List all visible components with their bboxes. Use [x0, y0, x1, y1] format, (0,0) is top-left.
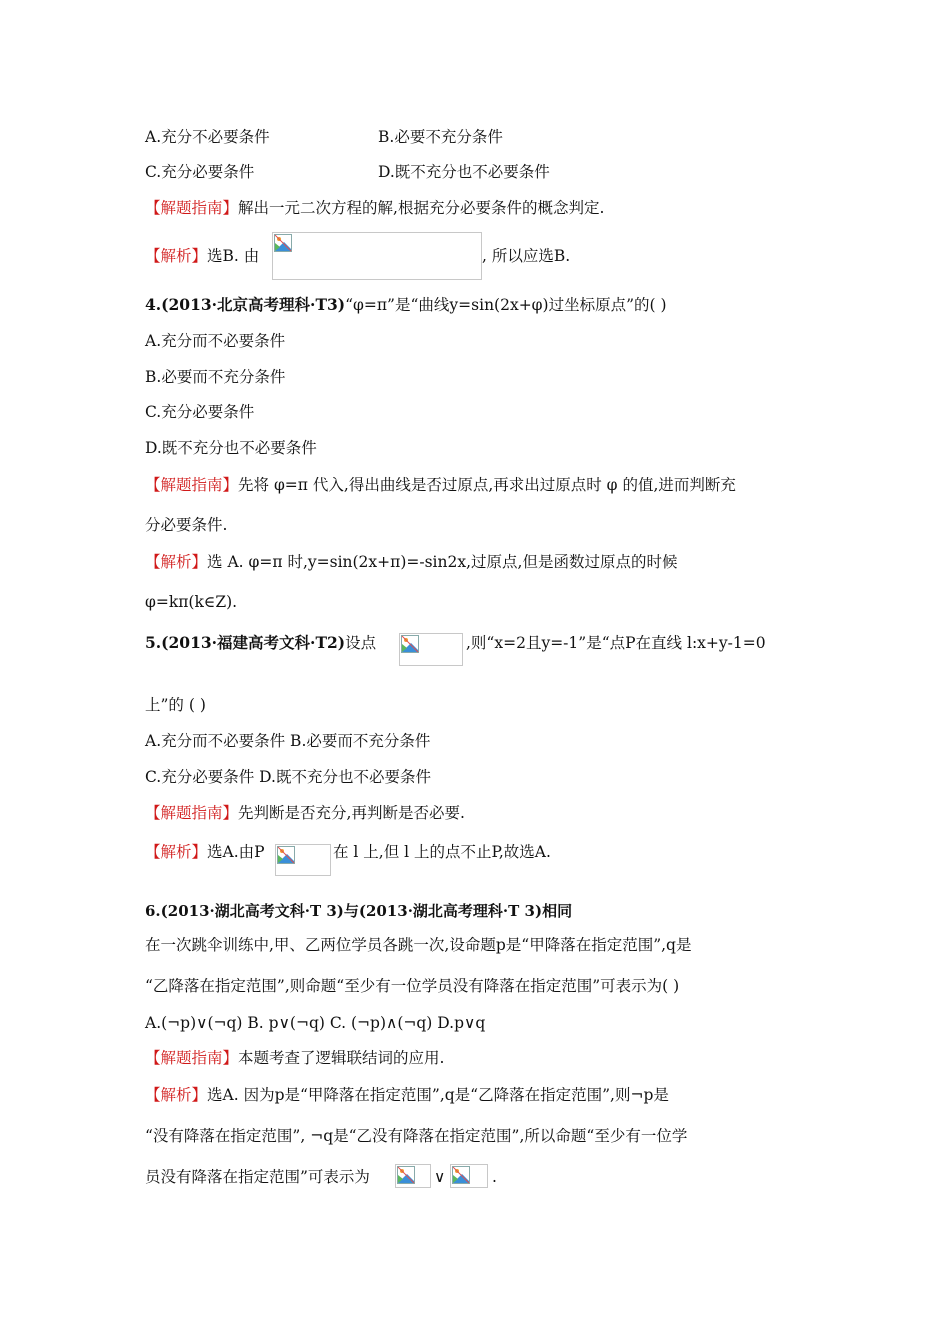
q3-answer: [145, 245, 259, 267]
answer-tag: 【解析】: [145, 553, 208, 571]
guide-text: 先判断是否充分,再判断是否必要.: [238, 804, 465, 822]
answer-text: 选B. 由: [207, 247, 260, 265]
guide-text: 先将 φ=π 代入,得出曲线是否过原点,再求出过原点时 φ 的值,进而判断充: [238, 476, 736, 494]
q6-options: A.(¬p)∨(¬q) B. p∨(¬q) C. (¬p)∧(¬q) D.p∨q: [145, 1014, 486, 1032]
q4-stem-text: “φ=π”是“曲线y=sin(2x+φ)过坐标原点”的( ): [345, 296, 667, 314]
point-image-placeholder: [399, 633, 463, 666]
q6-answer-line3: 员没有降落在指定范围”可表示为: [145, 1168, 370, 1186]
q4-answer-line2: φ=kπ(k∈Z).: [145, 593, 238, 611]
guide-tag: 【解题指南】: [145, 804, 239, 822]
broken-image-icon: [401, 635, 419, 653]
q4-answer: [145, 551, 677, 573]
q4-source: 4.(2013·北京高考理科·T3): [145, 295, 346, 314]
q5-source: 5.(2013·福建高考文科·T2): [145, 633, 346, 652]
q3-option-c: C.充分必要条件: [145, 163, 255, 181]
q6-answer-end: .: [492, 1168, 497, 1186]
q4-guide-line2: 分必要条件.: [145, 516, 228, 534]
answer-tag: 【解析】: [145, 843, 208, 861]
q4-option-c: C.充分必要条件: [145, 403, 255, 421]
q3-option-a: A.充分不必要条件: [145, 128, 270, 146]
guide-tag: 【解题指南】: [145, 476, 239, 494]
q3-option-d: D.既不充分也不必要条件: [378, 163, 550, 181]
answer-tag: 【解析】: [145, 1086, 208, 1104]
formula-image-placeholder: [272, 232, 482, 280]
broken-image-icon: [452, 1166, 470, 1184]
q5-stem-post: ,则“x=2且y=-1”是“点P在直线 l:x+y-1=0: [466, 634, 766, 652]
q3-option-b: B.必要不充分条件: [378, 128, 503, 146]
q5-stem-pre: 设点: [345, 634, 377, 652]
q5-options-line2: C.充分必要条件 D.既不充分也不必要条件: [145, 768, 431, 786]
q5-guide: [145, 802, 465, 824]
q3-guide: [145, 197, 604, 219]
q6-stem-line2: “乙降落在指定范围”,则命题“至少有一位学员没有降落在指定范围”可表示为( ): [145, 977, 680, 995]
guide-text: 本题考查了逻辑联结词的应用.: [238, 1049, 445, 1067]
answer-text: 选 A. φ=π 时,y=sin(2x+π)=-sin2x,过原点,但是函数过原点的时候: [207, 553, 678, 571]
guide-tag: 【解题指南】: [145, 199, 239, 217]
broken-image-icon: [274, 234, 292, 252]
q3-answer-tail: , 所以应选B.: [482, 247, 571, 265]
guide-tag: 【解题指南】: [145, 1049, 239, 1067]
broken-image-icon: [277, 846, 295, 864]
q4-option-a: A.充分而不必要条件: [145, 332, 286, 350]
q5-stem-line2: 上”的 ( ): [145, 696, 206, 714]
q4-option-b: B.必要而不充分条件: [145, 368, 286, 386]
answer-text: 选A.由P: [207, 843, 265, 861]
q5-options-line1: A.充分而不必要条件 B.必要而不充分条件: [145, 732, 431, 750]
q6-source: 6.(2013·湖北高考文科·T 3)与(2013·湖北高考理科·T 3)相同: [145, 902, 573, 920]
not-q-image-placeholder: [450, 1164, 488, 1188]
q5-answer: [145, 841, 265, 863]
q5-answer-tail: 在 l 上,但 l 上的点不止P,故选A.: [333, 843, 551, 861]
answer-text: 选A. 因为p是“甲降落在指定范围”,q是“乙降落在指定范围”,则¬p是: [207, 1086, 669, 1104]
q6-guide: [145, 1047, 444, 1069]
q6-answer: [145, 1084, 669, 1106]
q6-answer-line2: “没有降落在指定范围”, ¬q是“乙没有降落在指定范围”,所以命题“至少有一位学: [145, 1127, 688, 1145]
q4-guide: [145, 474, 736, 496]
q4-stem: [145, 294, 667, 316]
broken-image-icon: [397, 1166, 415, 1184]
guide-text: 解出一元二次方程的解,根据充分必要条件的概念判定.: [238, 199, 605, 217]
answer-tag: 【解析】: [145, 247, 208, 265]
q4-option-d: D.既不充分也不必要条件: [145, 439, 317, 457]
or-symbol: ∨: [434, 1168, 446, 1186]
point-image-placeholder-2: [275, 844, 331, 876]
not-p-image-placeholder: [395, 1164, 431, 1188]
q5-stem: [145, 632, 376, 654]
q6-stem-line1: 在一次跳伞训练中,甲、乙两位学员各跳一次,设命题p是“甲降落在指定范围”,q是: [145, 936, 692, 954]
